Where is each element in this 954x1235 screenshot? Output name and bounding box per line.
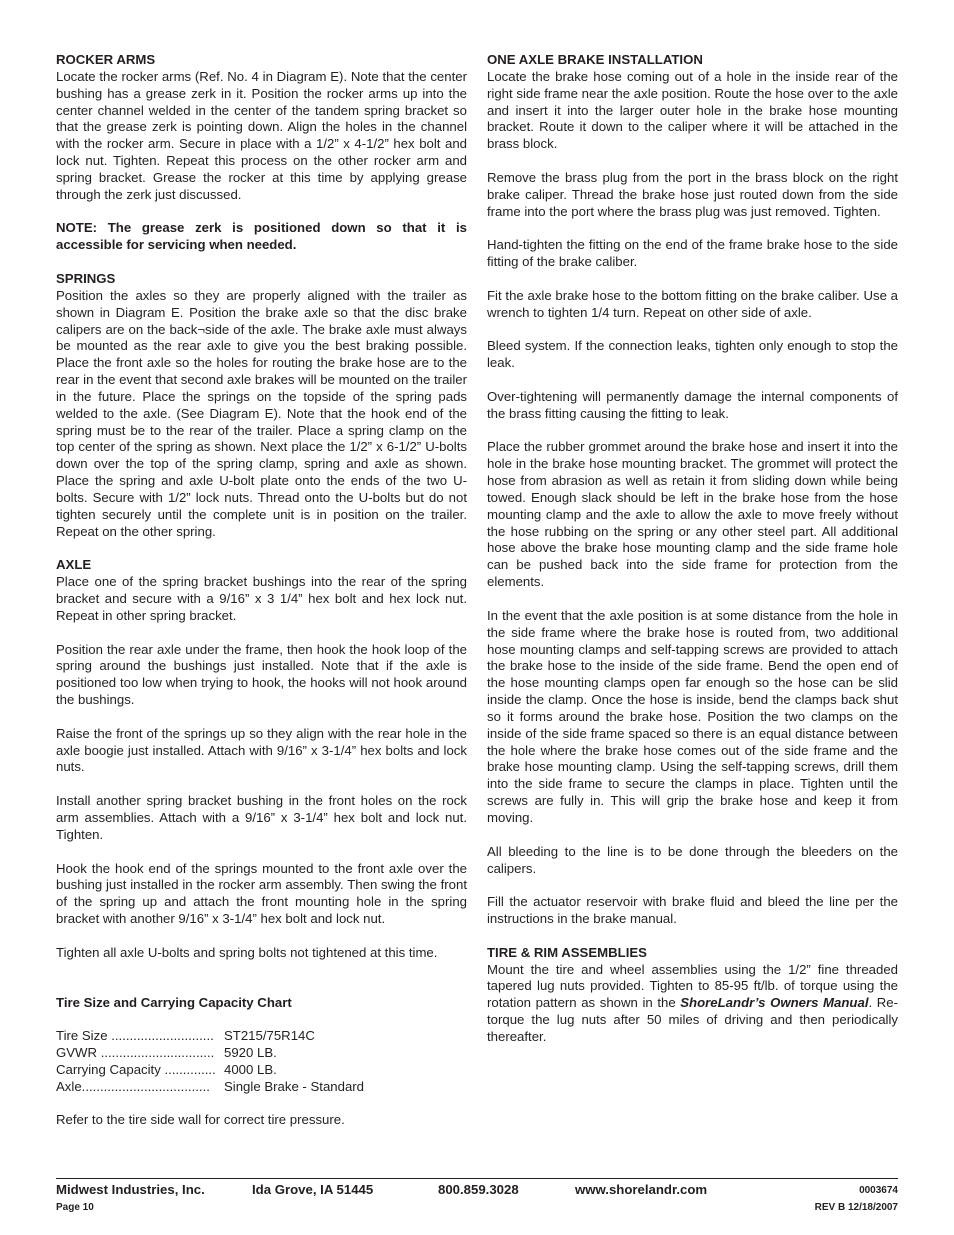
- tire-rim-text-after: . Re-torque the lug nuts after 50 miles of driving and then periodically thereafter.: [487, 995, 899, 1044]
- spec-row: [56, 1045, 467, 1062]
- rocker-arms-section: [56, 52, 467, 254]
- footer-page-number: Page 10: [56, 1202, 94, 1213]
- spec-label: Axle...................................: [56, 1078, 210, 1094]
- spec-label: GVWR ...............................: [56, 1045, 215, 1061]
- axle-paragraph-5: Hook the hook end of the springs mounted to the front axle over the bushing just installed in the rocker arm assembly. Then swing the front of the spring up and attach the front mounting hole in the spring bracket with another 9/16” x 3-1/4” hex bolt and lock nut.: [56, 860, 467, 927]
- axle-paragraph-2: Position the rear axle under the frame, then hook the hook loop of the spring around the bushings just installed. Note that if the axle is positioned too low when trying to hook, the hooks will not hook around the bushings.: [56, 641, 467, 708]
- axle-paragraph-4: Install another spring bracket bushing in the front holes on the rock arm assemblies. Attach with a 9/16” x 3-1/4” hex bolt and lock nut. Tighten.: [56, 793, 467, 842]
- spec-value: 4000 LB.: [224, 1061, 277, 1077]
- grease-zerk-note: NOTE: The grease zerk is positioned down so that it is accessible for servicing when needed.: [56, 220, 467, 253]
- brake-installation-section: [487, 52, 898, 928]
- footer-revision: REV B 12/18/2007: [814, 1202, 898, 1213]
- spec-value: 5920 LB.: [224, 1045, 277, 1061]
- axle-paragraph-3: Raise the front of the springs up so they align with the rear hole in the axle boogie just installed. Attach with 9/16” x 3-1/4” hex bolts and lock nuts.: [56, 725, 467, 775]
- brake-paragraph-10: Fill the actuator reservoir with brake fluid and bleed the line per the instructions in the brake manual.: [487, 894, 898, 927]
- footer-phone: 800.859.3028: [438, 1182, 519, 1197]
- brake-paragraph-5: Bleed system. If the connection leaks, tighten only enough to stop the leak.: [487, 338, 898, 371]
- brake-paragraph-7: Place the rubber grommet around the brake hose and insert it into the hole in the brake hose mounting bracket. The grommet will protect the hose from abrasion as well as retain it from sliding down while being towed. Enough slack should be left in the brake hose from the hose mounting clamp and the axle to allow the axle to move freely without the hose rubbing on the spring or any other steel part. All additional hose above the brake hose mounting clamp and the side frame hole can be pushed back into the side frame for protection from the elements.: [487, 439, 898, 590]
- spec-value: Single Brake - Standard: [224, 1078, 365, 1094]
- tire-rim-text-before: Mount the tire and wheel assemblies using the 1/2” fine threaded tapered lug nuts provided. Tighten to 85-95 ft/lb. of torque using the rotation pattern as shown in the: [487, 961, 898, 1011]
- tire-pressure-note: Refer to the tire side wall for correct tire pressure.: [56, 1112, 345, 1128]
- brake-paragraph-4: Fit the axle brake hose to the bottom fitting on the brake caliber. Use a wrench to tighten 1/4 turn. Repeat on other side of axle.: [487, 287, 898, 320]
- capacity-chart-title: Tire Size and Carrying Capacity Chart: [56, 994, 292, 1010]
- tire-rim-heading: TIRE & RIM ASSEMBLIES: [487, 944, 647, 960]
- right-column: [487, 52, 898, 1063]
- brake-installation-heading: ONE AXLE BRAKE INSTALLATION: [487, 52, 703, 67]
- footer-divider: [56, 1178, 898, 1179]
- springs-heading: SPRINGS: [56, 270, 116, 286]
- brake-paragraph-1: Locate the brake hose coming out of a hole in the inside rear of the right side frame near the axle position. Route the hose over to the axle and insert it into the larger outer hole in the brake hose mounting bracket. Route it down to the caliper where it will be attached in the brass block.: [487, 68, 898, 152]
- springs-section: [56, 271, 467, 541]
- capacity-chart: [56, 995, 467, 1130]
- footer-company: Midwest Industries, Inc.: [56, 1182, 205, 1197]
- rocker-arms-body: Locate the rocker arms (Ref. No. 4 in Diagram E). Note that the center bushing has a grease zerk in it. Position the rocker arms up into the center channel welded in the center of the tandem spring bracket so that the grease zerk is pointing down. Align the holes in the channel with the rocker arm. Secure in place with a 1/2” x 4-1/2” hex bolt and lock nut. Tighten. Repeat this process on the other rocker arm and spring bracket. Grease the rocker at this time by applying grease through the zerk just discussed.: [56, 68, 467, 202]
- footer-website: www.shorelandr.com: [575, 1182, 708, 1197]
- axle-paragraph-6: Tighten all axle U-bolts and spring bolts not tightened at this time.: [56, 944, 438, 960]
- brake-paragraph-6: Over-tightening will permanently damage the internal components of the brass fitting causing the fitting to leak.: [487, 388, 898, 421]
- spec-value: ST215/75R14C: [224, 1028, 315, 1044]
- tire-rim-body: [487, 962, 898, 1046]
- brake-paragraph-3: Hand-tighten the fitting on the end of the frame brake hose to the side fitting of the brake caliber.: [487, 237, 898, 270]
- rocker-arms-heading: ROCKER ARMS: [56, 52, 156, 67]
- brake-paragraph-8: In the event that the axle position is at some distance from the hole in the side frame where the brake hose is routed from, two additional hose mounting clamps and self-tapping screws are provided to attach the brake hose to the inside of the side frame. Bend the open end of the hose mounting clamps open far enough so the hose can be slid inside the clamp. Once the hose is inside, bend the clamps back shut so it forms around the brake hose. Position the two clamps on the inside of the side frame spaced so there is an equal distance between the hole where the brake hose comes out of the side frame and the brake hose mounting clamp. Using the self-tapping screws, drill them into the side frame to secure the clamps in place. Tighten until the screws are fully in. This will grip the brake hose and keep it from moving.: [487, 607, 898, 825]
- axle-heading: AXLE: [56, 557, 92, 573]
- axle-paragraph-1: Place one of the spring bracket bushings into the rear of the spring bracket and secure with a 9/16” x 3 1/4” hex bolt and hex lock nut. Repeat in other spring bracket.: [56, 574, 467, 623]
- left-column: [56, 52, 467, 1146]
- footer-doc-number: 0003674: [859, 1185, 898, 1196]
- brake-paragraph-9: All bleeding to the line is to be done through the bleeders on the calipers.: [487, 843, 898, 876]
- spec-row: [56, 1062, 467, 1079]
- spec-label: Carrying Capacity ..............: [56, 1061, 216, 1077]
- spec-row: [56, 1028, 467, 1045]
- spec-label: Tire Size ............................: [56, 1028, 214, 1044]
- owners-manual-title: ShoreLandr’s Owners Manual: [680, 995, 869, 1011]
- brake-paragraph-2: Remove the brass plug from the port in the brass block on the right brake caliper. Thread the brake hose just routed down from the side frame into the port where the brass plug was just removed. Tighten.: [487, 169, 898, 219]
- footer-city: Ida Grove, IA 51445: [252, 1182, 374, 1197]
- springs-body: Position the axles so they are properly aligned with the trailer as shown in Diagram E. Position the brake axle so that the disc brake calipers are on the back¬side of the axle. The brake axle must always be mounted as the rear axle to give you the best braking possible. Place the front axle so the holes for routing the brake hose are to the rear in the event that second axle brakes will be mounted on the trailer in the future. Place the springs on the topside of the spring pads welded to the axle. (See Diagram E). Note that the hook end of the spring must be to the rear of the trailer. Place a spring clamp on the top center of the spring as shown. Next place the 1/2” x 6-1/2” U-bolts down over the top of the spring clamp, spring and axle as shown. Place the spring and axle U-bolt plate onto the ends of the two U-bolts. Secure with 1/2” lock nuts. Thread onto the U-bolts but do not tighten securely until the complete unit is in position on the trailer. Repeat on the other spring.: [56, 287, 467, 539]
- spec-row: [56, 1079, 467, 1096]
- axle-section: [56, 557, 467, 961]
- tire-rim-section: [487, 945, 898, 1046]
